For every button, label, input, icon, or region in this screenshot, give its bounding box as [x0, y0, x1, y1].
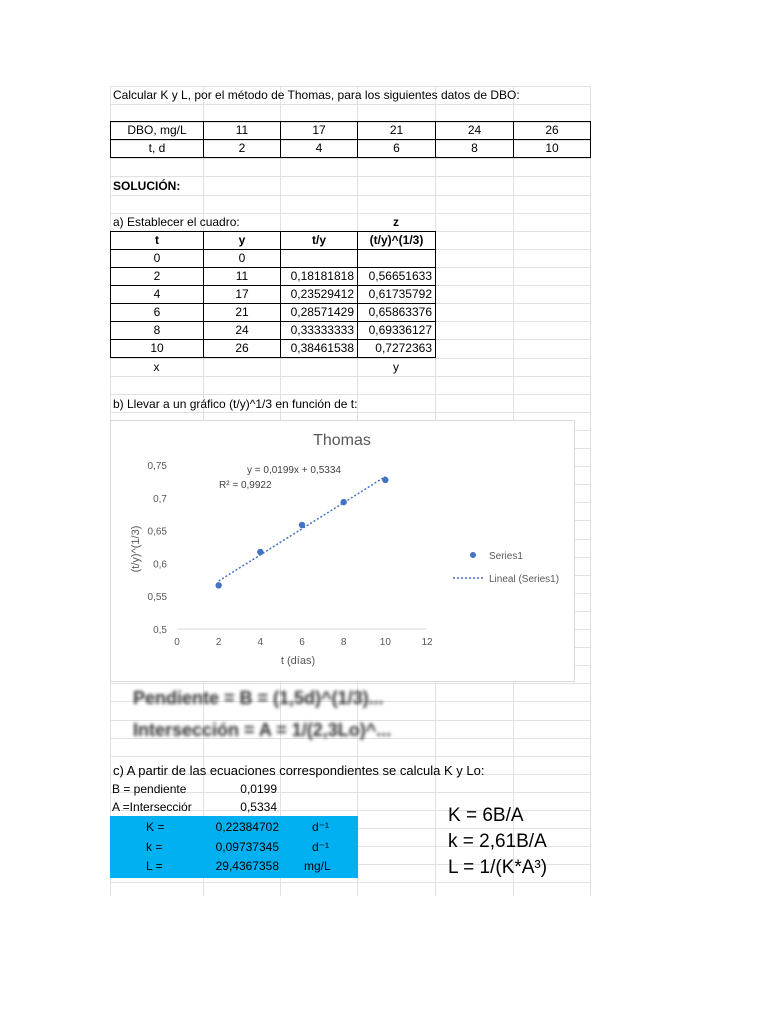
solution-heading: SOLUCIÓN: [113, 179, 181, 193]
table-cell [281, 250, 358, 268]
legend-label-series1: Series1 [489, 551, 523, 562]
result-label-K: K = [146, 820, 165, 834]
data-point [340, 499, 346, 505]
table-cell: 10 [111, 340, 204, 358]
x-tick-label: 8 [340, 637, 347, 648]
y-tick-label: 0,65 [147, 526, 167, 538]
formula-K: K = 6B/A [448, 805, 524, 826]
table-row [111, 268, 436, 286]
b-value: 0,0199 [240, 782, 277, 796]
dbo-data-table [110, 121, 591, 158]
col-header-ty: t/y [281, 232, 358, 250]
col-header-t: t [111, 232, 204, 250]
x-tick-label: 6 [299, 637, 305, 648]
b-label: B = pendiente [112, 782, 187, 796]
t-value: 6 [358, 140, 436, 158]
table-row [111, 340, 436, 358]
table-row [111, 304, 436, 322]
results-box [110, 816, 358, 878]
x-tick-label: 0 [174, 637, 180, 648]
x-tick-label: 2 [215, 637, 222, 648]
data-point [382, 477, 388, 483]
blurred-formula-intercept: Intersección = A = 1/(2,3Lo)^... [133, 720, 392, 740]
z-label: z [393, 215, 399, 229]
trendline [219, 477, 386, 581]
section-c-title: c) A partir de las ecuaciones correspondientes se calcula K y Lo: [113, 763, 485, 778]
table-cell: 0,7272363 [358, 340, 436, 358]
legend-label-trendline: Lineal (Series1) [489, 574, 560, 585]
table-row [111, 250, 436, 268]
t-value: 8 [436, 140, 514, 158]
table-cell [358, 250, 436, 268]
section-b-title: b) Llevar a un gráfico (t/y)^1/3 en función de t: [113, 397, 358, 411]
table-cell: 26 [204, 340, 281, 358]
sheet-row-line [110, 176, 590, 177]
y-tick-label: 0,6 [153, 559, 167, 571]
table-cell: 17 [204, 286, 281, 304]
sheet-row-line [110, 683, 590, 684]
table-cell: 0,56651633 [358, 268, 436, 286]
table-cell: 0,61735792 [358, 286, 436, 304]
table-cell: 24 [204, 322, 281, 340]
table-cell: 0,23529412 [281, 286, 358, 304]
sheet-row-line [110, 376, 590, 377]
page-title: Calcular K y L, por el método de Thomas, para los siguientes datos de DBO: [113, 88, 520, 102]
table-cell: 0,38461538 [281, 340, 358, 358]
table-row [111, 286, 436, 304]
x-tick-label: 4 [257, 637, 264, 648]
trendline-equation: y = 0,0199x + 0,5334 [247, 465, 341, 476]
result-unit-k: d⁻¹ [312, 840, 330, 854]
y-tick-label: 0,5 [153, 625, 167, 636]
a-value: 0,5334 [240, 800, 277, 814]
result-value-L: 29,4367358 [215, 859, 279, 873]
dbo-value: 17 [281, 122, 358, 140]
table-cell: 0,33333333 [281, 322, 358, 340]
blurred-formula-slope: Pendiente = B = (1,5d)^(1/3)... [133, 688, 384, 708]
sheet-row-line [110, 195, 590, 196]
y-tick-label: 0,55 [147, 592, 167, 604]
thomas-chart [110, 420, 575, 682]
section-a-title: a) Establecer el cuadro: [113, 215, 240, 229]
sheet-row-line [110, 158, 590, 159]
col-header-y: y [204, 232, 281, 250]
x-axis-label: t (días) [280, 655, 316, 667]
formula-L: L = 1/(K*A³) [448, 857, 548, 878]
chart-title: Thomas [313, 432, 371, 449]
table-cell: 0,69336127 [358, 322, 436, 340]
y-label: y [393, 360, 399, 374]
result-value-k: 0,09737345 [215, 840, 279, 854]
table-cell: 0 [204, 250, 281, 268]
legend-marker-series1 [470, 552, 476, 558]
thomas-table [110, 231, 436, 358]
formula-k: k = 2,61B/A [448, 831, 547, 852]
t-value: 2 [204, 140, 281, 158]
result-label-L: L = [146, 859, 163, 873]
y-tick-label: 0,7 [153, 493, 167, 505]
y-axis-label: (t/y)^(1/3) [130, 525, 142, 573]
data-point [257, 549, 263, 555]
r-squared: R² = 0,9922 [219, 480, 272, 491]
table-cell: 21 [204, 304, 281, 322]
table-cell: 0 [111, 250, 204, 268]
data-point [299, 522, 305, 528]
data-point [215, 582, 221, 588]
dbo-value: 21 [358, 122, 436, 140]
a-label: A =Intersecciór [112, 800, 192, 814]
x-tick-label: 10 [379, 637, 391, 648]
table-cell: 0,28571429 [281, 304, 358, 322]
col-header-cube: (t/y)^(1/3) [358, 232, 436, 250]
table-cell: 2 [111, 268, 204, 286]
table-cell: 4 [111, 286, 204, 304]
table-cell: 8 [111, 322, 204, 340]
dbo-value: 26 [514, 122, 591, 140]
table-row [111, 322, 436, 340]
dbo-label: DBO, mg/L [111, 122, 204, 140]
t-value: 10 [514, 140, 591, 158]
dbo-value: 11 [204, 122, 281, 140]
result-label-k: k = [146, 840, 163, 854]
result-unit-K: d⁻¹ [312, 820, 330, 834]
y-tick-label: 0,75 [147, 461, 167, 472]
result-value-K: 0,22384702 [215, 820, 279, 834]
table-cell: 11 [204, 268, 281, 286]
table-cell: 0,18181818 [281, 268, 358, 286]
t-label: t, d [111, 140, 204, 158]
t-value: 4 [281, 140, 358, 158]
x-label: x [153, 360, 160, 374]
table-cell: 6 [111, 304, 204, 322]
dbo-value: 24 [436, 122, 514, 140]
sheet-row-line [110, 756, 590, 757]
sheet-row-line [110, 882, 590, 883]
chart-svg [111, 421, 574, 681]
sheet-row-line [110, 104, 590, 105]
result-unit-L: mg/L [304, 859, 331, 873]
table-cell: 0,65863376 [358, 304, 436, 322]
x-tick-label: 12 [421, 637, 433, 648]
